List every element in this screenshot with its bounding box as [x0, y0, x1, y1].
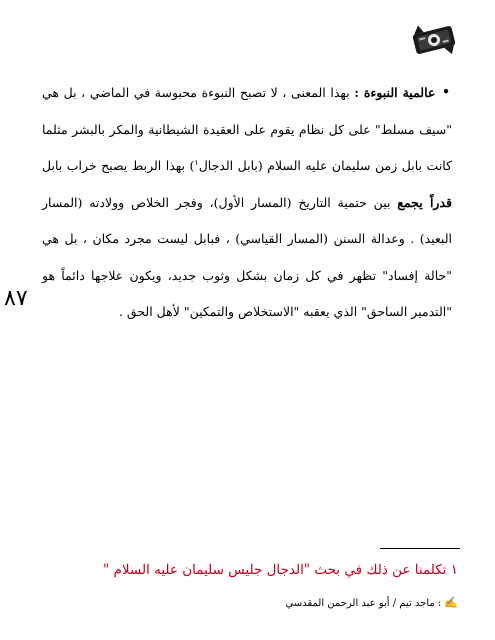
paragraph-text: بهذا المعنى ، لا تصبح النبوءة محبوسة في الماضي ، بل هي "سيف مسلط" على كل نظام يقوم على العقيدة الشيطانية والمكر بالبشر مثلما كانت بابل زمن سليمان عليه السلام (بابل الدجال — [42, 85, 452, 173]
footnote-text: تكلمنا عن ذلك في بحث "الدجال جليس سليمان عليه السلام " — [103, 562, 451, 578]
body-paragraph — [42, 74, 452, 331]
paragraph-term: عالمية النبوءة : — [354, 85, 436, 100]
author-signature — [40, 596, 458, 609]
bullet-icon: • — [441, 83, 451, 101]
footnote-number: ١ — [450, 562, 458, 578]
footnote-divider — [380, 548, 460, 549]
paragraph-text: ) بهذا الربط يصبح خراب بابل — [42, 158, 195, 173]
author-text: : ماجد تيم / أبو عبد الرحمن المقدسي — [285, 598, 442, 609]
publisher-logo — [408, 18, 460, 62]
pen-icon: ✍ — [444, 596, 458, 609]
emphasized-text: قدراً يجمع — [397, 194, 452, 210]
page-number: ٨٧ — [4, 286, 28, 311]
paragraph-text: بين حتمية التاريخ (المسار الأول)، وفجر الخلاص وولادته (المسار البعيد) . وعدالة السنن (المسار القياسي) ، فبابل ليست مجرد مكان ، بل هي "حالة إفساد" تظهر في كل زمان بشكل وثوب جديد، ويكون علاجها دائماً هو "التدمير الساحق" الذي يعقبه "الاستخلاص والتمكين" لأهل الحق . — [42, 194, 452, 319]
footnote-reference[interactable]: ١ — [194, 157, 199, 167]
footnote — [40, 562, 458, 578]
